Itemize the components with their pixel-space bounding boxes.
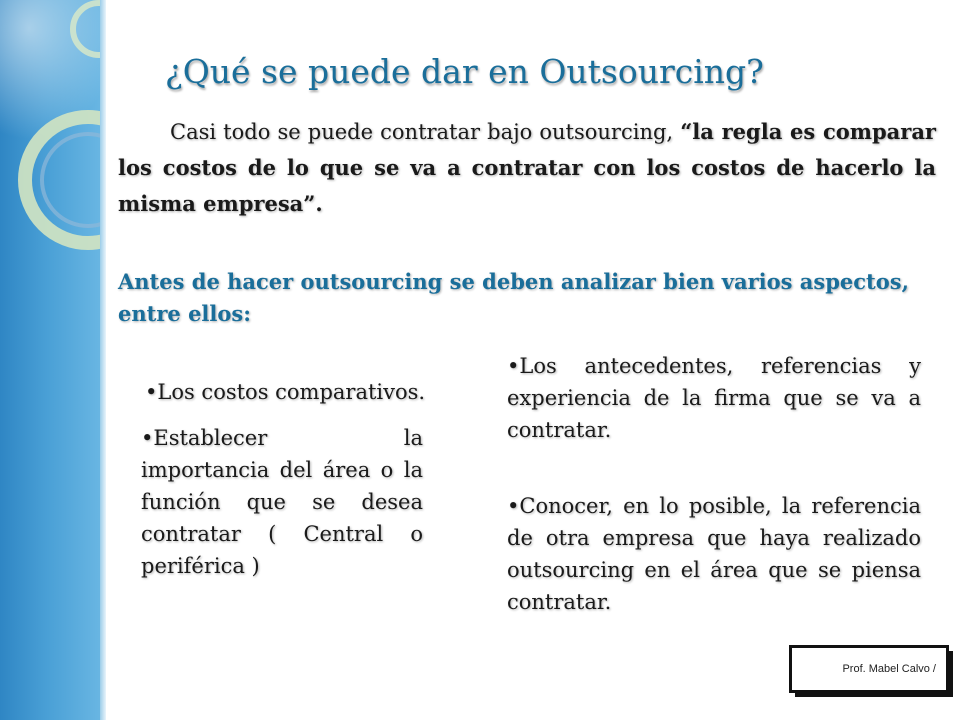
bullet-text: Los antecedentes, referencias y experiencia de la firma que se va a contratar. xyxy=(507,354,921,442)
intro-lead: Casi todo se puede contratar bajo outsourcing, xyxy=(170,120,681,144)
footer-text: Prof. Mabel Calvo / xyxy=(842,663,936,675)
intro-paragraph xyxy=(118,114,936,222)
bullet-left-2 xyxy=(141,422,423,582)
bullet-left-1 xyxy=(145,376,485,408)
slide-title: ¿Qué se puede dar en Outsourcing? xyxy=(165,52,764,91)
bullet-dot: • xyxy=(507,494,520,518)
bullet-dot: • xyxy=(507,354,520,378)
footer-credit xyxy=(789,645,949,693)
sidebar-edge xyxy=(100,0,106,720)
decorative-sidebar xyxy=(0,0,106,720)
analysis-heading: Antes de hacer outsourcing se deben analizar bien varios aspectos, entre ellos: xyxy=(118,269,909,326)
bullet-text: Los costos comparativos. xyxy=(157,380,426,404)
bullet-right-1 xyxy=(507,350,921,446)
bullet-dot: • xyxy=(145,380,158,404)
intro-emphasis: “la regla es comparar los costos de lo que se va a contratar con los costos de hacerlo la misma empresa”. xyxy=(118,119,936,216)
bullet-text: Conocer, en lo posible, la referencia de otra empresa que haya realizado outsourcing en el área que se piensa contratar. xyxy=(507,494,921,614)
bullet-right-2 xyxy=(507,490,921,618)
bullet-dot: • xyxy=(141,426,154,450)
bullet-text: Establecer la importancia del área o la función que se desea contratar ( Central o periférica ) xyxy=(141,426,423,578)
